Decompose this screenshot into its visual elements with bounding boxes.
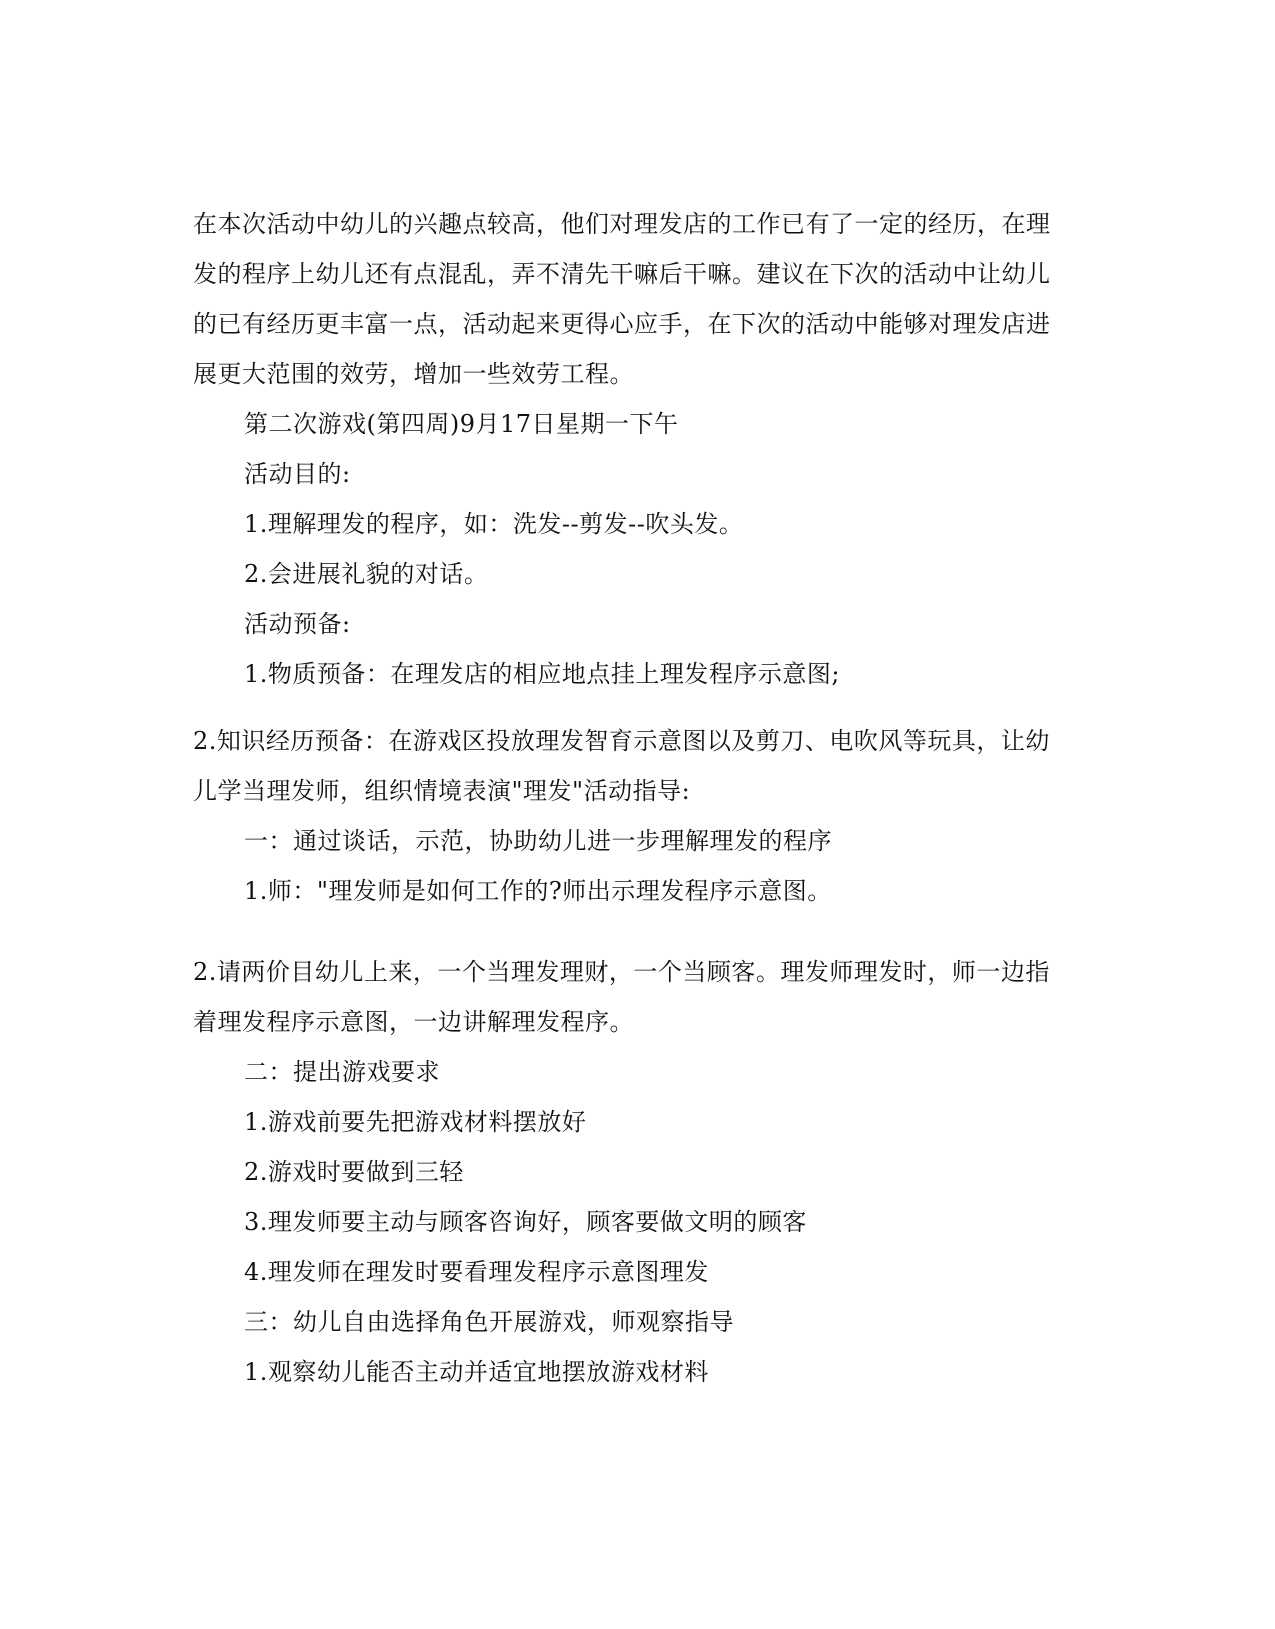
requirement-item: 4.理发师在理发时要看理发程序示意图理发 <box>244 1258 709 1286</box>
text-line: 发的程序上幼儿还有点混乱，弄不清先干嘛后干嘛。建议在下次的活动中让幼儿 <box>193 260 1051 288</box>
step-item: 1.师："理发师是如何工作的?师出示理发程序示意图。 <box>244 877 832 905</box>
section-title: 第二次游戏(第四周)9月17日星期一下午 <box>244 410 679 438</box>
goal-item: 2.会进展礼貌的对话。 <box>244 560 489 588</box>
text-line: 的已有经历更丰富一点，活动起来更得心应手，在下次的活动中能够对理发店进 <box>193 310 1051 338</box>
requirement-item: 2.游戏时要做到三轻 <box>244 1158 464 1186</box>
step-heading: 一：通过谈话，示范，协助幼儿进一步理解理发的程序 <box>244 827 832 855</box>
text-line: 展更大范围的效劳，增加一些效劳工程。 <box>193 360 634 388</box>
text-line: 着理发程序示意图，一边讲解理发程序。 <box>193 1008 634 1036</box>
requirement-item: 3.理发师要主动与顾客咨询好，顾客要做文明的顾客 <box>244 1208 807 1236</box>
text-line: 儿学当理发师，组织情境表演"理发"活动指导: <box>193 777 691 805</box>
step-heading: 二：提出游戏要求 <box>244 1058 440 1086</box>
paragraph-knowledge-prep <box>193 716 1073 916</box>
goal-item: 1.理解理发的程序，如：洗发--剪发--吹头发。 <box>244 510 744 538</box>
text-line: 2.请两价目幼儿上来，一个当理发理财，一个当顾客。理发师理发时，师一边指 <box>193 958 1050 986</box>
text-line: 在本次活动中幼儿的兴趣点较高，他们对理发店的工作已有了一定的经历，在理 <box>193 210 1051 238</box>
requirement-item: 1.游戏前要先把游戏材料摆放好 <box>244 1108 587 1136</box>
observation-item: 1.观察幼儿能否主动并适宜地摆放游戏材料 <box>244 1358 709 1386</box>
step-heading: 三：幼儿自由选择角色开展游戏，师观察指导 <box>244 1308 734 1336</box>
goal-heading: 活动目的: <box>244 460 351 488</box>
text-line: 2.知识经历预备：在游戏区投放理发智育示意图以及剪刀、电吹风等玩具，让幼 <box>193 727 1050 755</box>
prep-item: 1.物质预备：在理发店的相应地点挂上理发程序示意图; <box>244 660 840 688</box>
prep-heading: 活动预备: <box>244 610 351 638</box>
paragraph-reflection <box>193 199 1073 699</box>
paragraph-demonstration <box>193 947 1073 1397</box>
